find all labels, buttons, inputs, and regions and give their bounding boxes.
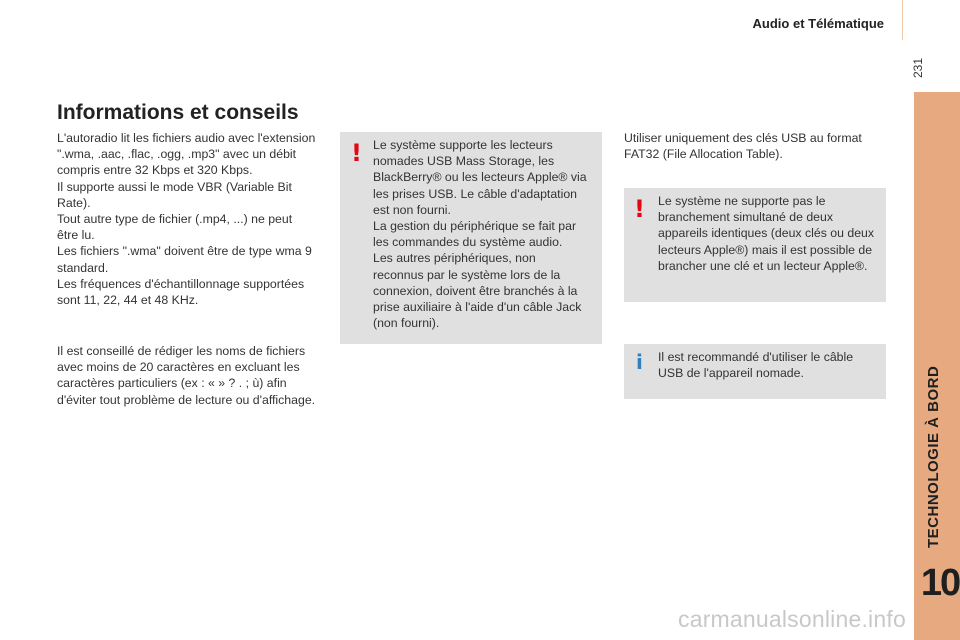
info-icon: i	[636, 350, 643, 374]
file-naming-paragraph: Il est conseillé de rédiger les noms de fichiers avec moins de 20 caractères en excluant les caractères particuliers (ex : « » ? . ; ù) afin d'éviter tout problème de lecture ou d'affichage.	[57, 344, 316, 407]
warning-box-simultaneous-devices-text: Le système ne supporte pas le branchement simultané de deux appareils identiques (deux clés ou deux lecteurs Apple®) mais il est possible de brancher une clé et un lecteur Apple®.	[658, 194, 875, 273]
warning-box-usb-devices-text: Le système supporte les lecteurs nomades USB Mass Storage, les BlackBerry® ou les lecteurs Apple® via les prises USB. Le câble d'adaptation est non fourni. La gestion du périphérique se fait par les commandes du système audio. Les autres périphériques, non reconnus par le système lors de la connexion, doivent être branchés à la prise auxiliaire à l'aide d'un câble Jack (non fourni).	[373, 138, 587, 331]
header-divider	[902, 0, 903, 40]
section-title: Informations et conseils	[57, 101, 299, 124]
warning-box-simultaneous-devices	[624, 188, 886, 302]
chapter-side-label: TECHNOLOGIE À BORD	[925, 365, 942, 548]
audio-formats-paragraph: L'autoradio lit les fichiers audio avec l'extension ".wma, .aac, .flac, .ogg, .mp3" avec un débit compris entre 32 Kbps et 320 Kbps. Il supporte aussi le mode VBR (Variable Bit Rate). Tout autre type de fichier (.mp4, ...) ne peut être lu. Les fichiers ".wma" doivent être de type wma 9 standard. Les fréquences d'échantillonnage supportées sont 11, 22, 44 et 48 KHz.	[57, 131, 316, 308]
usb-format-paragraph: Utiliser uniquement des clés USB au format FAT32 (File Allocation Table).	[624, 131, 862, 162]
watermark: carmanualsonline.info	[678, 606, 906, 632]
page-number: 231	[911, 57, 925, 78]
warning-box-usb-devices	[340, 132, 602, 344]
chapter-number: 10	[920, 562, 960, 604]
info-box-usb-cable-text: Il est recommandé d'utiliser le câble USB de l'appareil nomade.	[658, 350, 854, 381]
info-box-usb-cable	[624, 344, 886, 399]
warning-icon: !	[351, 139, 362, 167]
warning-icon: !	[634, 195, 645, 223]
running-header-title: Audio et Télématique	[752, 16, 884, 31]
